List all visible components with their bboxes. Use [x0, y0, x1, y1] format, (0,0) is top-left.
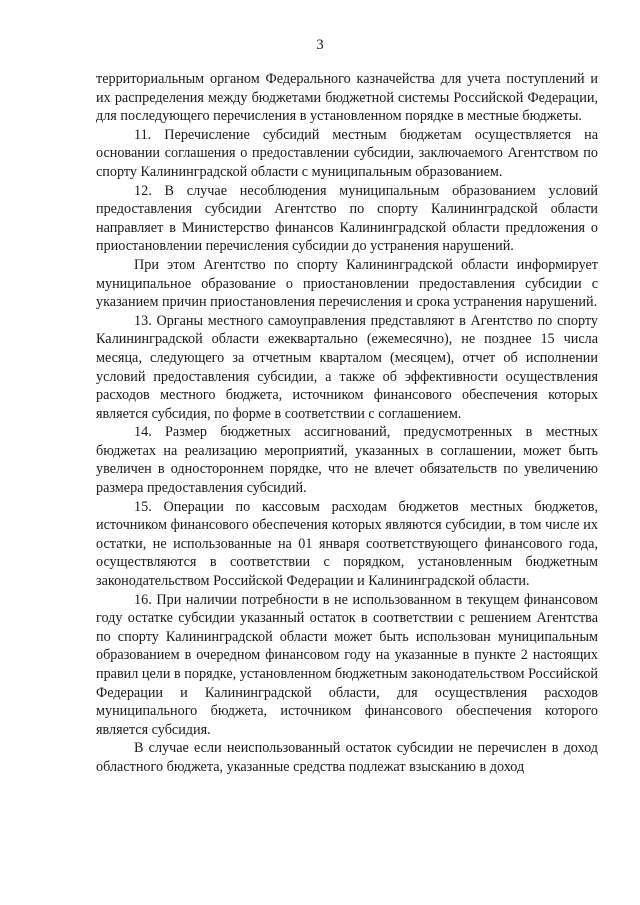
page-number: 3 — [316, 37, 324, 53]
document-body — [96, 70, 598, 777]
paragraph-clause-16: 16. При наличии потребности в не использованном в текущем финансовом году остатке субсидии указанный остаток в соответствии с решением Агентства по спорту Калининградской области может быть использован муниципальным образованием в очередном финансовом году на указанные в пункте 2 настоящих правил цели в порядке, установленном бюджетным законодательством Российской Федерации и Калининградской области, для осуществления расходов муниципального бюджета, источником финансового обеспечения которого является субсидия. — [96, 591, 598, 738]
paragraph-clause-11: 11. Перечисление субсидий местным бюджетам осуществляется на основании соглашения о предоставлении субсидии, заключаемого Агентством по спорту Калининградской области с муниципальным образованием. — [96, 126, 598, 180]
paragraph-clause-15: 15. Операции по кассовым расходам бюджетов местных бюджетов, источником финансового обеспечения которых являются субсидии, в том числе их остатки, не использованные на 01 января соответствующего финансового года, осуществляются в соответствии с порядком, установленным бюджетным законодательством Российской Федерации и Калининградской области. — [96, 498, 598, 590]
paragraph-clause-13: 13. Органы местного самоуправления представляют в Агентство по спорту Калининградской области ежеквартально (ежемесячно), не позднее 15 числа месяца, следующего за отчетным кварталом (месяцем), отчет об исполнении условий предоставления субсидии, а также об эффективности осуществления расходов местного бюджета, источником финансового обеспечения которых является субсидия, по форме в соответствии с соглашением. — [96, 312, 598, 422]
paragraph-clause-14: 14. Размер бюджетных ассигнований, предусмотренных в местных бюджетах на реализацию мероприятий, указанных в соглашении, может быть увеличен в одностороннем порядке, что не влечет обязательств по увеличению размера предоставления субсидий. — [96, 424, 598, 497]
paragraph-clause-12-note: При этом Агентство по спорту Калининградской области информирует муниципальное образование о приостановлении предоставления субсидии с указанием причин приостановления перечисления и срока устранения нарушений. — [96, 256, 598, 311]
paragraph-clause-16-note: В случае если неиспользованный остаток субсидии не перечислен в доход областного бюджета, указанные средства подлежат взысканию в доход — [96, 740, 598, 775]
paragraph-continuation: территориальным органом Федерального казначейства для учета поступлений и их распределения между бюджетами бюджетной системы Российской Федерации, для последующего перечисления в установленном порядке в местные бюджеты. — [96, 71, 598, 125]
paragraph-clause-12: 12. В случае несоблюдения муниципальным образованием условий предоставления субсидии Агентство по спорту Калининградской области направляет в Министерство финансов Калининградской области предложения о приостановлении перечисления субсидии до устранения нарушений. — [96, 182, 598, 255]
